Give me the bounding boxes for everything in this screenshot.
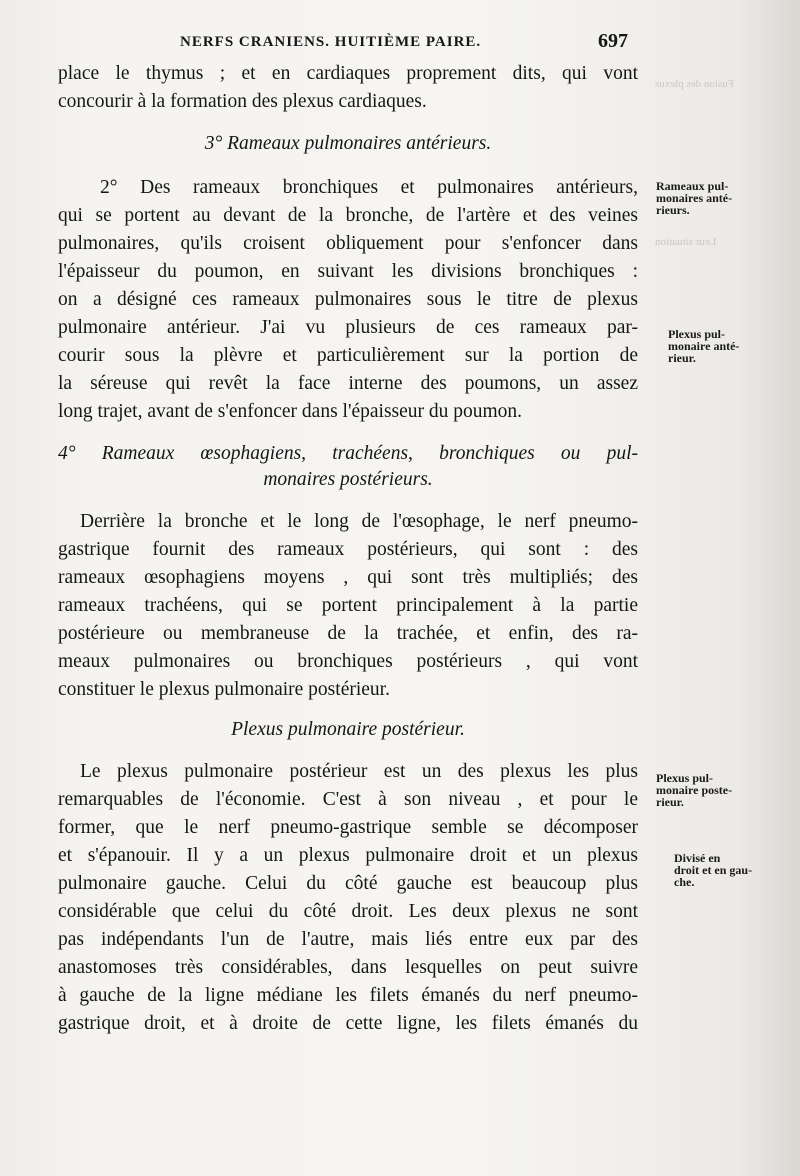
margin-note-line: Plexus pul- <box>656 771 714 785</box>
text-line: rameaux trachéens, qui se portent principalement à la partie <box>58 595 638 616</box>
margin-note <box>656 180 766 216</box>
section-heading: 4° Rameaux œsophagiens, trachéens, bronchiques ou pul- <box>58 443 638 464</box>
text-line: pulmonaire gauche. Celui du côté gauche est beaucoup plus <box>58 873 638 894</box>
text-line: anastomoses très considérables, dans lesquelles on peut suivre <box>58 957 638 978</box>
margin-note-line: Plexus pul- <box>668 327 726 341</box>
text-line: gastrique fournit des rameaux postérieurs, qui sont : des <box>58 539 638 560</box>
page-number: 697 <box>598 30 628 52</box>
margin-note-line: rieur. <box>656 795 684 809</box>
running-head: NERFS CRANIENS. HUITIÈME PAIRE. <box>180 34 482 50</box>
text-line: et s'épanouir. Il y a un plexus pulmonaire droit et un plexus <box>58 845 638 866</box>
text-line: gastrique droit, et à droite de cette ligne, les filets émanés du <box>58 1013 638 1034</box>
text-line: rameaux œsophagiens moyens , qui sont très multipliés; des <box>58 567 638 588</box>
text-line: pulmonaires, qu'ils croisent obliquement pour s'enfoncer dans <box>58 233 638 254</box>
text-line: constituer le plexus pulmonaire postérieur. <box>58 679 390 700</box>
margin-note-line: che. <box>674 875 695 889</box>
text-line: à gauche de la ligne médiane les filets émanés du nerf pneumo- <box>58 985 638 1006</box>
page-header <box>0 30 800 54</box>
text-line: meaux pulmonaires ou bronchiques postérieurs , qui vont <box>58 651 638 672</box>
text-line: Le plexus pulmonaire postérieur est un des plexus les plus <box>80 761 638 782</box>
section-heading-continued: monaires postérieurs. <box>263 469 433 490</box>
text-line: Derrière la bronche et le long de l'œsophage, le nerf pneumo- <box>80 511 638 532</box>
text-line: place le thymus ; et en cardiaques proprement dits, qui vont <box>58 63 638 84</box>
margin-note <box>668 328 778 364</box>
margin-note-line: droit et en gau- <box>674 863 753 877</box>
text-line: on a désigné ces rameaux pulmonaires sous le titre de plexus <box>58 289 638 310</box>
text-line: la séreuse qui revêt la face interne des poumons, un assez <box>58 373 638 394</box>
margin-note-line: monaire anté- <box>668 339 740 353</box>
margin-note-line: Rameaux pul- <box>656 179 729 193</box>
margin-note <box>656 772 766 808</box>
text-line: long trajet, avant de s'enfoncer dans l'épaisseur du poumon. <box>58 401 523 422</box>
text-line: remarquables de l'économie. C'est à son niveau , et pour le <box>58 789 638 810</box>
show-through-text: Leur situation <box>655 236 717 248</box>
show-through-text: Fusion des plexus <box>655 78 734 90</box>
text-line: courir sous la plèvre et particulièrement sur la portion de <box>58 345 638 366</box>
section-heading: 3° Rameaux pulmonaires antérieurs. <box>204 133 492 154</box>
margin-note-line: Divisé en <box>674 851 721 865</box>
text-line: pas indépendants l'un de l'autre, mais liés entre eux par des <box>58 929 638 950</box>
text-line: pulmonaire antérieur. J'ai vu plusieurs de ces rameaux par- <box>58 317 638 338</box>
text-line: l'épaisseur du poumon, en suivant les divisions bronchiques : <box>58 261 638 282</box>
margin-note-line: rieur. <box>668 351 696 365</box>
margin-note-line: monaires anté- <box>656 191 733 205</box>
margin-note-line: rieurs. <box>656 203 690 217</box>
text-line: qui se portent au devant de la bronche, de l'artère et des veines <box>58 205 638 226</box>
text-line: postérieure ou membraneuse de la trachée, et enfin, des ra- <box>58 623 638 644</box>
text-line: former, que le nerf pneumo-gastrique semble se décomposer <box>58 817 638 838</box>
text-line: concourir à la formation des plexus cardiaques. <box>58 91 427 112</box>
margin-note-line: monaire poste- <box>656 783 733 797</box>
section-heading: Plexus pulmonaire postérieur. <box>231 719 465 740</box>
text-line: considérable que celui du côté droit. Les deux plexus ne sont <box>58 901 638 922</box>
text-line: 2° Des rameaux bronchiques et pulmonaires antérieurs, <box>100 177 638 198</box>
margin-note <box>674 852 784 888</box>
